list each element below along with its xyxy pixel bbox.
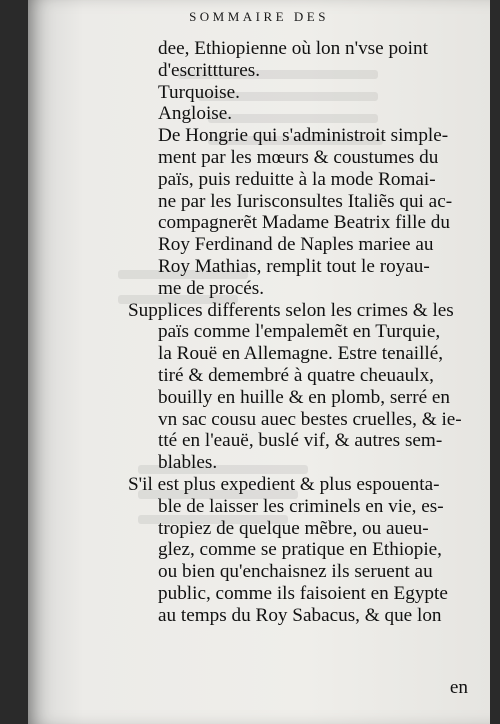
text-line: tté en l'eauë, buslé vif, & autres sem- — [158, 430, 443, 452]
text-line: la Rouë en Allemagne. Estre tenaillé, — [158, 343, 444, 365]
text-line: ou bien qu'enchaisnez ils seruent au — [158, 561, 433, 583]
text-line: Roy Mathias, remplit tout le royau- — [158, 255, 430, 277]
text-line: glez, comme se pratique en Ethiopie, — [158, 539, 442, 561]
text-line: blables. — [158, 452, 218, 474]
page-text — [128, 38, 468, 627]
text-line: païs comme l'empalemẽt en Turquie, — [158, 321, 441, 343]
running-head: SOMMAIRE DES — [189, 9, 329, 24]
text-line: au temps du Roy Sabacus, & que lon — [158, 604, 442, 626]
text-line: ment par les mœurs & coustumes du — [158, 146, 439, 168]
text-line: d'escritttures. — [158, 59, 261, 81]
text-line: compagnerẽt Madame Beatrix fille du — [158, 212, 450, 234]
text-line: vn sac cousu auec bestes cruelles, & ie- — [158, 408, 462, 430]
book-page — [28, 0, 490, 724]
text-line: public, comme ils faisoient en Egypte — [158, 582, 448, 604]
text-line: dee, Ethiopienne où lon n'vse point — [158, 38, 428, 59]
text-line: tiré & demembré à quatre cheuaulx, — [158, 364, 434, 386]
text-line: ne par les Iurisconsultes Italiẽs qui ac- — [158, 190, 453, 212]
text-line: Supplices differents selon les crimes & les — [128, 299, 454, 321]
text-line: me de procés. — [158, 277, 265, 299]
text-line: ble de laisser les criminels en vie, es- — [158, 495, 444, 517]
text-line: bouilly en huille & en plomb, serré en — [158, 386, 451, 408]
text-line: Angloise. — [158, 103, 233, 125]
text-line: Turquoise. — [158, 81, 240, 103]
text-line: païs, puis reduitte à la mode Romai- — [158, 168, 436, 190]
text-line: tropiez de quelque mẽbre, ou aueu- — [158, 517, 429, 539]
text-line: Roy Ferdinand de Naples mariee au — [158, 234, 434, 256]
text-line: S'il est plus expedient & plus espouenta- — [128, 473, 440, 495]
text-line: De Hongrie qui s'administroit simple- — [158, 125, 449, 147]
catchword: en — [449, 677, 468, 698]
